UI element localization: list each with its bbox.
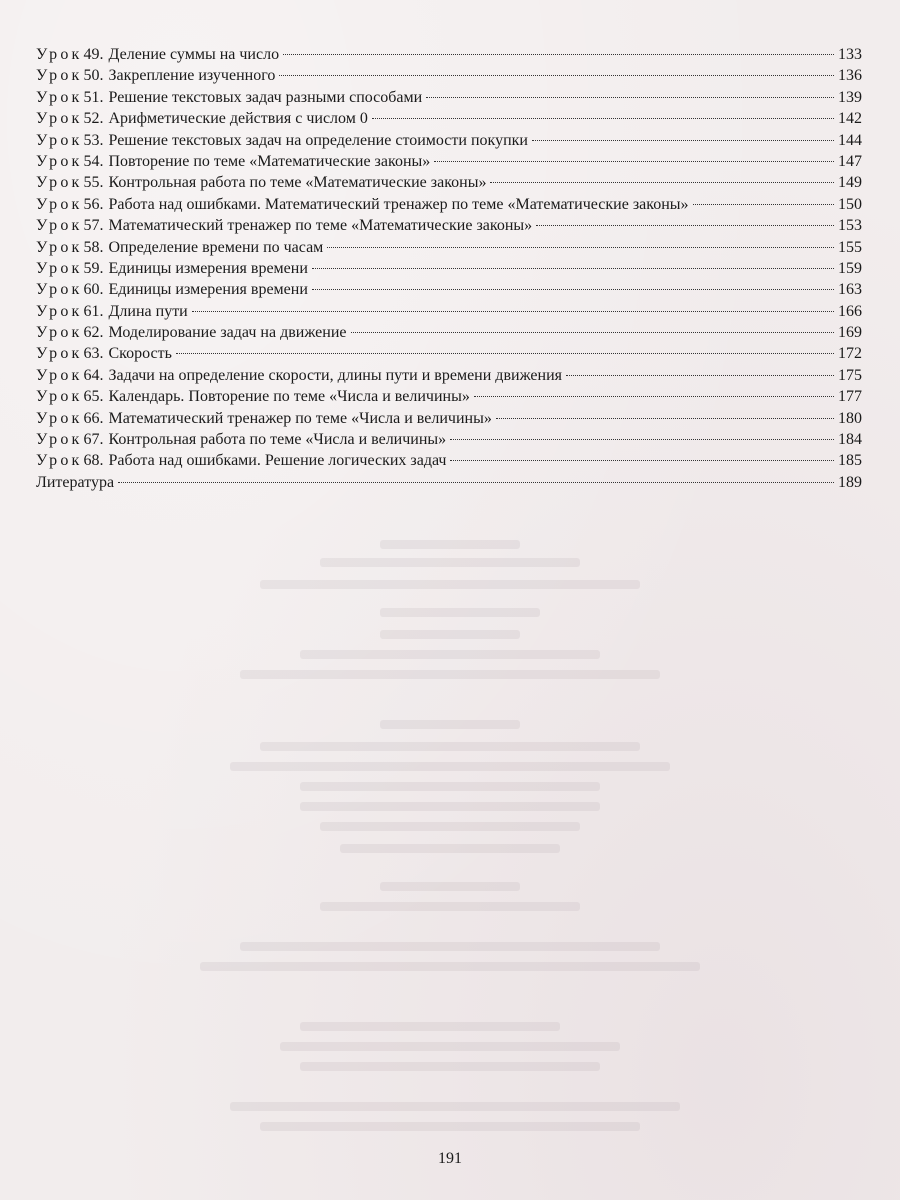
dot-leader: [327, 247, 834, 248]
dot-leader: [118, 482, 834, 483]
toc-entry: [36, 237, 862, 258]
toc-entry: [36, 172, 862, 193]
toc-entry-title: Задачи на определение скорости, длины пути и времени движения: [108, 366, 562, 384]
toc-entry-page: 144: [838, 131, 862, 149]
dot-leader: [279, 75, 834, 76]
lesson-prefix: Урок: [36, 452, 83, 470]
lesson-number: 58.: [83, 238, 104, 256]
dot-leader: [490, 182, 834, 183]
bleed-through-mark: [320, 822, 580, 831]
lesson-prefix: Урок: [36, 195, 83, 213]
lesson-prefix: Урок: [36, 131, 83, 149]
table-of-contents: [36, 44, 862, 493]
bleed-through-mark: [300, 650, 600, 659]
toc-entry-page: 155: [838, 238, 862, 256]
bleed-through-mark: [260, 1122, 640, 1131]
lesson-prefix: Урок: [36, 281, 83, 299]
dot-leader: [532, 140, 834, 141]
toc-entry: [36, 279, 862, 300]
toc-entry-page: 169: [838, 324, 862, 342]
toc-entry-title: Деление суммы на число: [108, 46, 280, 63]
toc-entry-title: Работа над ошибками. Математический тренажер по теме «Математические законы»: [108, 195, 689, 213]
lesson-prefix: Урок: [36, 409, 83, 427]
toc-entry: [36, 44, 862, 65]
lesson-number: 57.: [83, 217, 104, 235]
toc-entry-title: Скорость: [108, 345, 172, 363]
dot-leader: [372, 118, 834, 119]
bleed-through-mark: [300, 782, 600, 791]
toc-entry-title: Календарь. Повторение по теме «Числа и величины»: [108, 388, 470, 406]
lesson-prefix: Урок: [36, 431, 83, 449]
toc-entry-title: Математический тренажер по теме «Математические законы»: [108, 217, 533, 235]
lesson-prefix: Урок: [36, 46, 83, 63]
toc-entry: [36, 429, 862, 450]
lesson-prefix: Урок: [36, 88, 83, 106]
toc-entry-page: 159: [838, 259, 862, 277]
toc-entry: [36, 108, 862, 129]
dot-leader: [474, 396, 834, 397]
toc-entry-title: Решение текстовых задач разными способами: [108, 88, 423, 106]
bleed-through-mark: [380, 540, 520, 549]
lesson-number: 60.: [83, 281, 104, 299]
bleed-through-mark: [380, 882, 520, 891]
lesson-prefix: Урок: [36, 259, 83, 277]
toc-entry-page: 175: [838, 366, 862, 384]
dot-leader: [351, 332, 835, 333]
dot-leader: [176, 353, 834, 354]
toc-entry-title: Контрольная работа по теме «Математические законы»: [108, 174, 487, 192]
toc-entry-title: Единицы измерения времени: [108, 259, 308, 277]
bleed-through-mark: [200, 962, 700, 971]
dot-leader: [693, 204, 834, 205]
toc-entry-title: Решение текстовых задач на определение стоимости покупки: [108, 131, 528, 149]
lesson-number: 68.: [83, 452, 104, 470]
lesson-prefix: Урок: [36, 302, 83, 320]
lesson-prefix: Урок: [36, 217, 83, 235]
lesson-prefix: Урок: [36, 238, 83, 256]
toc-entry-title: Повторение по теме «Математические законы»: [108, 152, 431, 170]
lesson-prefix: Урок: [36, 345, 83, 363]
bleed-through-mark: [230, 762, 670, 771]
toc-entry-title: Контрольная работа по теме «Числа и величины»: [108, 431, 447, 449]
dot-leader: [312, 268, 834, 269]
lesson-number: 49.: [83, 46, 104, 63]
lesson-number: 66.: [83, 409, 104, 427]
toc-entry: [36, 258, 862, 279]
toc-entry: [36, 194, 862, 215]
bleed-through-mark: [230, 1102, 680, 1111]
toc-entry-title: Единицы измерения времени: [108, 281, 308, 299]
toc-entry-title: Закрепление изученного: [108, 67, 276, 85]
toc-entry: [36, 408, 862, 429]
dot-leader: [496, 418, 834, 419]
dot-leader: [426, 97, 834, 98]
lesson-prefix: Урок: [36, 366, 83, 384]
lesson-number: 52.: [83, 110, 104, 128]
toc-entry-title: Математический тренажер по теме «Числа и величины»: [108, 409, 492, 427]
toc-entry-page: 149: [838, 174, 862, 192]
bleed-through-mark: [240, 942, 660, 951]
lesson-prefix: Урок: [36, 67, 83, 85]
toc-entry-title: Длина пути: [108, 302, 188, 320]
toc-entry-page: 172: [838, 345, 862, 363]
toc-entry-title: Определение времени по часам: [108, 238, 324, 256]
lesson-number: 56.: [83, 195, 104, 213]
bleed-through-mark: [280, 1042, 620, 1051]
dot-leader: [536, 225, 834, 226]
toc-entry-page: 133: [838, 46, 862, 63]
toc-entry-title: Литература: [36, 473, 115, 491]
page-number: 191: [438, 1150, 462, 1167]
reverse-side-bleed-through: [0, 530, 900, 1130]
toc-entry: [36, 365, 862, 386]
lesson-number: 54.: [83, 152, 104, 170]
lesson-number: 51.: [83, 88, 104, 106]
toc-entry-title: Моделирование задач на движение: [108, 324, 347, 342]
toc-entry-page: 177: [838, 388, 862, 406]
toc-entry: [36, 301, 862, 322]
toc-entry: [36, 343, 862, 364]
dot-leader: [434, 161, 834, 162]
toc-entry-page: 163: [838, 281, 862, 299]
bleed-through-mark: [340, 844, 560, 853]
toc-entry: [36, 151, 862, 172]
bleed-through-mark: [300, 1022, 560, 1031]
dot-leader: [192, 311, 834, 312]
dot-leader: [283, 54, 834, 55]
lesson-prefix: Урок: [36, 152, 83, 170]
lesson-prefix: Урок: [36, 324, 83, 342]
toc-entry-page: 139: [838, 88, 862, 106]
lesson-prefix: Урок: [36, 174, 83, 192]
lesson-number: 64.: [83, 366, 104, 384]
bleed-through-mark: [260, 580, 640, 589]
toc-entry: [36, 65, 862, 86]
bleed-through-mark: [380, 608, 540, 617]
toc-entry-title: Арифметические действия с числом 0: [108, 110, 368, 128]
toc-entry: [36, 386, 862, 407]
lesson-number: 59.: [83, 259, 104, 277]
toc-entry-page: 180: [838, 409, 862, 427]
toc-entry-page: 142: [838, 110, 862, 128]
lesson-prefix: Урок: [36, 110, 83, 128]
lesson-number: 63.: [83, 345, 104, 363]
toc-entry: [36, 322, 862, 343]
lesson-prefix: Урок: [36, 388, 83, 406]
lesson-number: 50.: [83, 67, 104, 85]
dot-leader: [450, 460, 834, 461]
bleed-through-mark: [300, 1062, 600, 1071]
toc-entry: [36, 472, 862, 493]
toc-entry-page: 153: [838, 217, 862, 235]
bleed-through-mark: [240, 670, 660, 679]
toc-entry: [36, 87, 862, 108]
bleed-through-mark: [300, 802, 600, 811]
bleed-through-mark: [380, 720, 520, 729]
dot-leader: [566, 375, 834, 376]
lesson-number: 53.: [83, 131, 104, 149]
toc-entry: [36, 215, 862, 236]
toc-entry-page: 185: [838, 452, 862, 470]
lesson-number: 55.: [83, 174, 104, 192]
lesson-number: 65.: [83, 388, 104, 406]
lesson-number: 67.: [83, 431, 104, 449]
toc-entry-page: 166: [838, 302, 862, 320]
lesson-number: 61.: [83, 302, 104, 320]
toc-entry-page: 189: [838, 473, 862, 491]
toc-entry: [36, 450, 862, 471]
toc-entry: [36, 130, 862, 151]
bleed-through-mark: [260, 742, 640, 751]
dot-leader: [450, 439, 834, 440]
bleed-through-mark: [320, 902, 580, 911]
toc-entry-page: 150: [838, 195, 862, 213]
toc-entry-title: Работа над ошибками. Решение логических задач: [108, 452, 447, 470]
toc-entry-page: 136: [838, 67, 862, 85]
bleed-through-mark: [320, 558, 580, 567]
toc-entry-page: 147: [838, 152, 862, 170]
bleed-through-mark: [380, 630, 520, 639]
dot-leader: [312, 289, 834, 290]
lesson-number: 62.: [83, 324, 104, 342]
toc-entry-page: 184: [838, 431, 862, 449]
